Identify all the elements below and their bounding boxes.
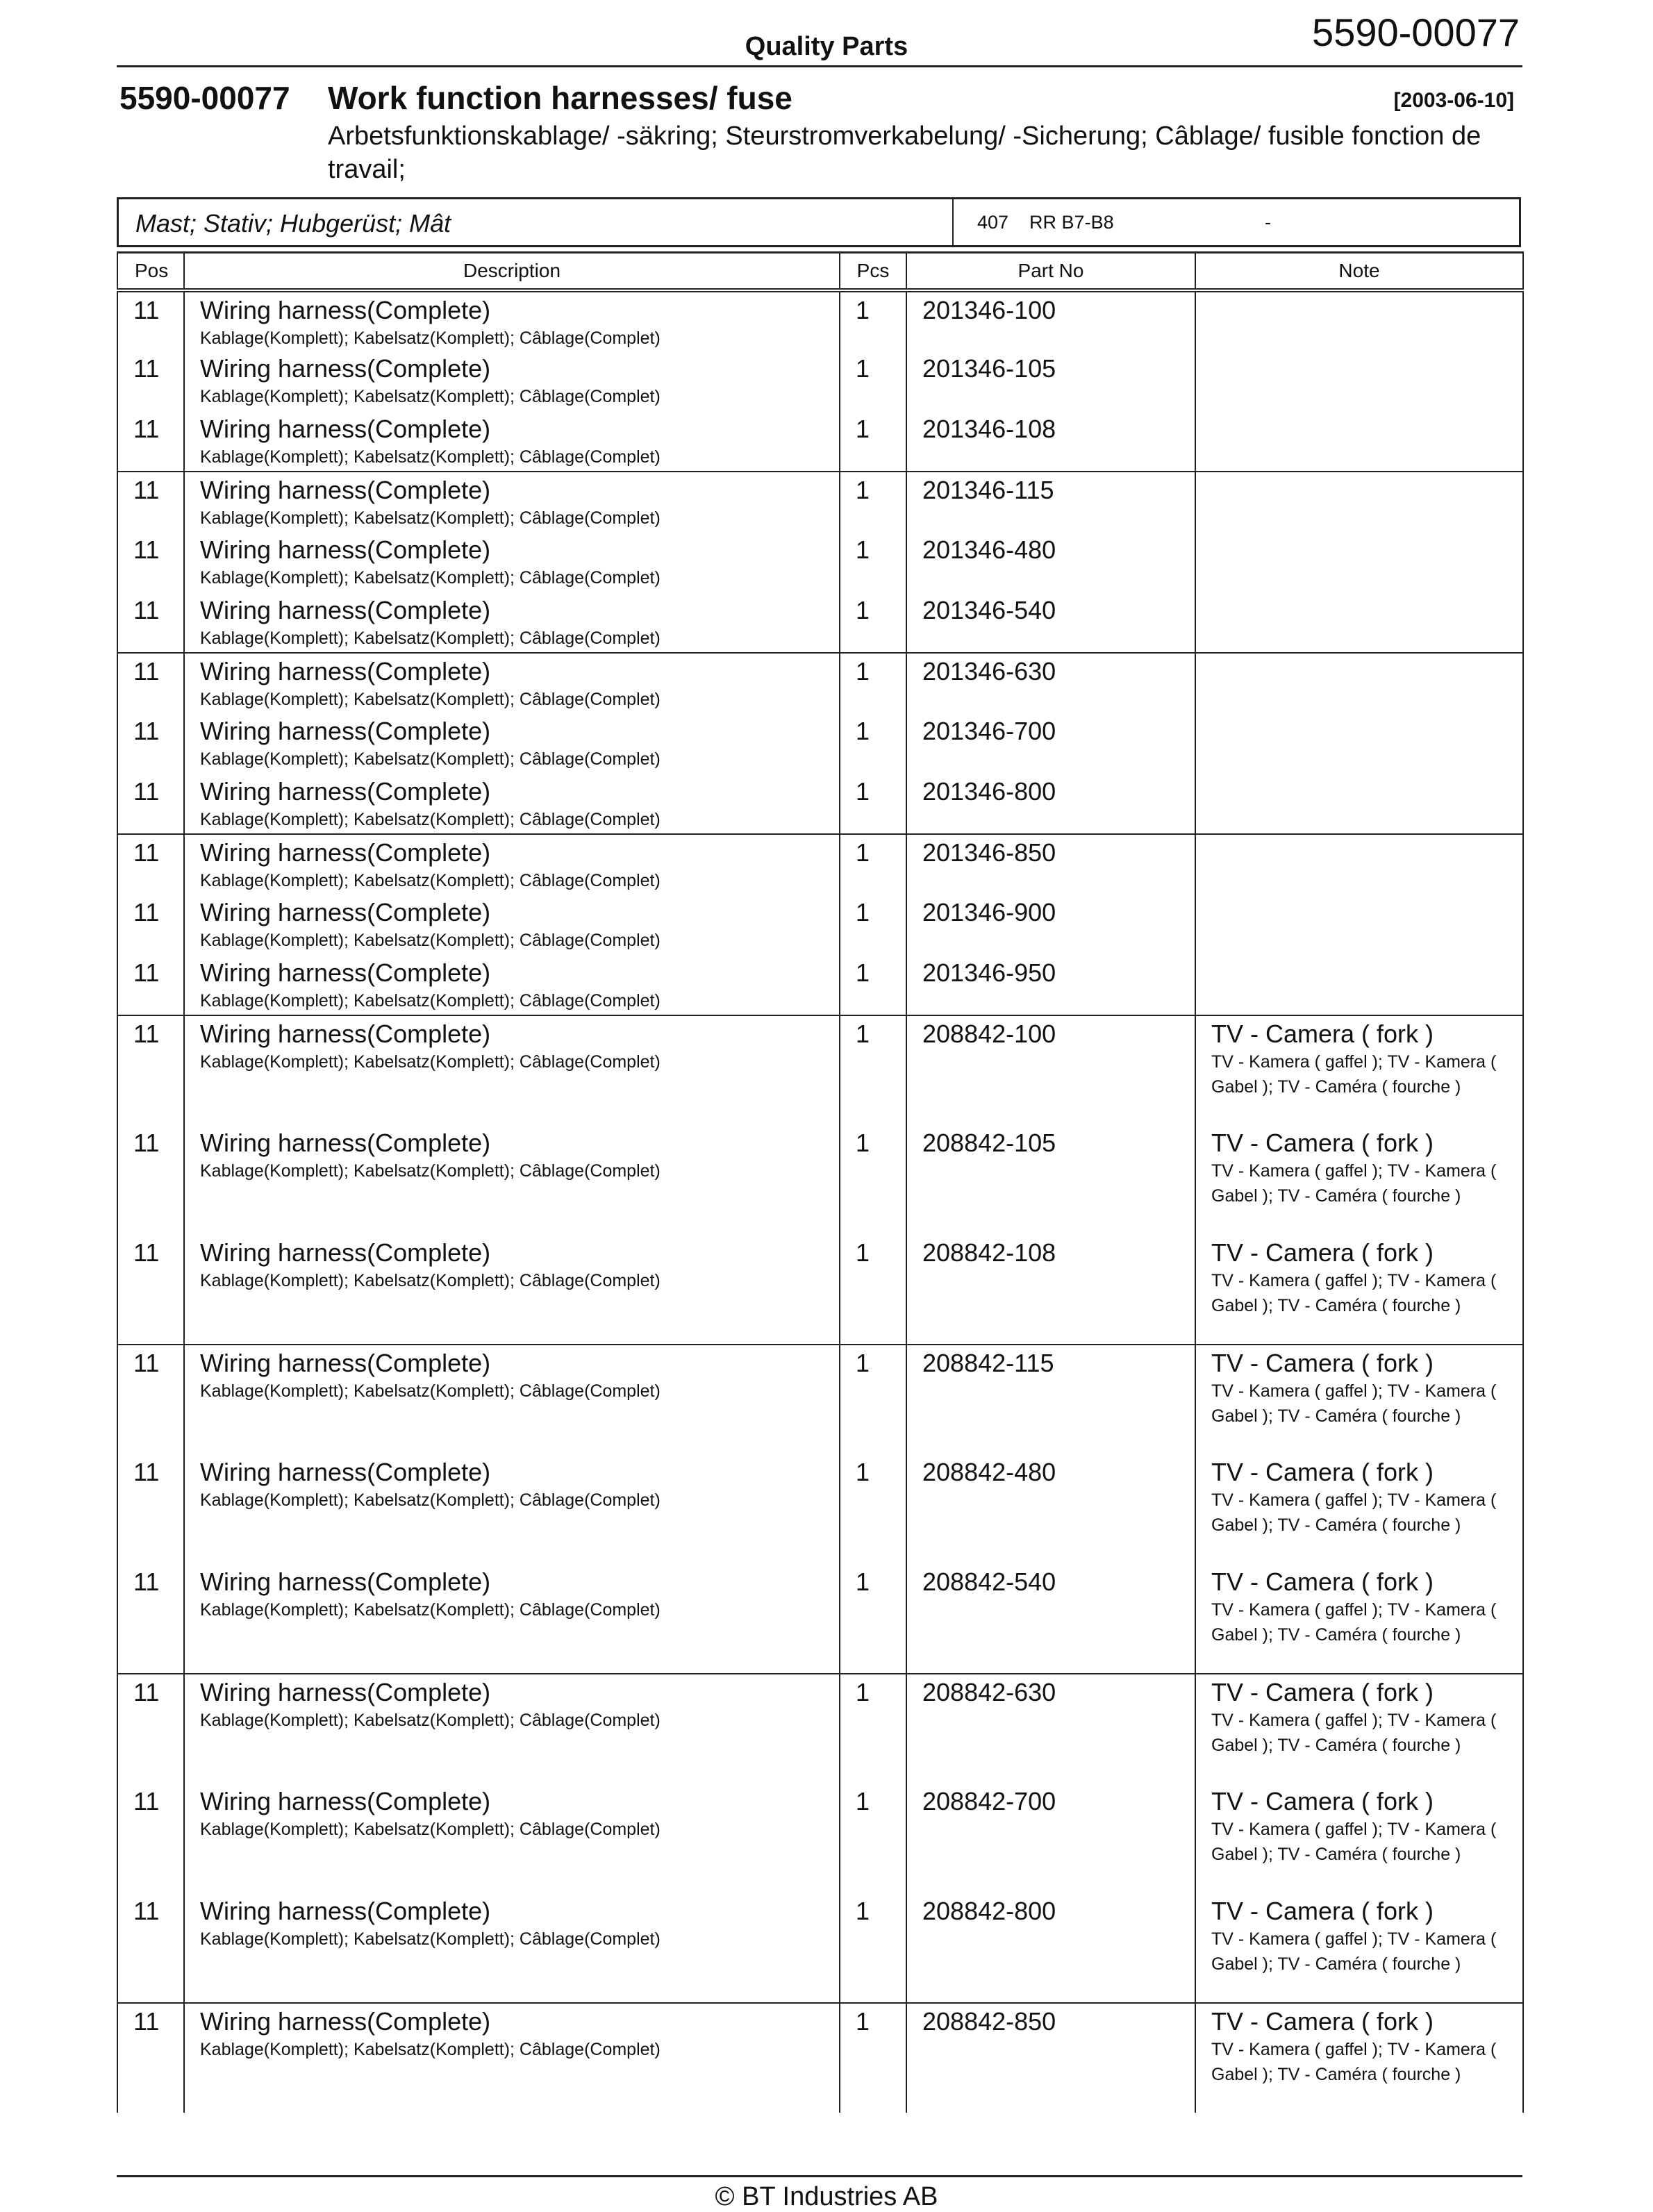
header-title: Quality Parts [745, 32, 908, 61]
row-pos-value: 11 [133, 2007, 160, 2036]
row-pcs [840, 411, 906, 472]
row-description-translation: Kablage(Komplett); Kabelsatz(Komplett); Câblage(Complet) [200, 931, 661, 950]
table-row [117, 1125, 1523, 1235]
row-description-main: Wiring harness(Complete) [200, 296, 491, 324]
row-note-translation: TV - Kamera ( gaffel ); TV - Kamera ( Gabel ); TV - Caméra ( fourche ) [1211, 1600, 1497, 1645]
row-pos-value: 11 [133, 717, 160, 745]
row-part-no [906, 895, 1195, 955]
row-pos-value: 11 [133, 1678, 160, 1706]
row-pos-value: 11 [133, 296, 160, 324]
row-pos [117, 1674, 184, 1783]
row-note [1195, 532, 1523, 592]
footer-copyright: © BT Industries AB [715, 2182, 938, 2211]
row-description [184, 774, 840, 834]
table-row [117, 895, 1523, 955]
row-pos-value: 11 [133, 838, 160, 867]
row-description-translation: Kablage(Komplett); Kabelsatz(Komplett); Câblage(Complet) [200, 329, 661, 348]
row-part-no-value: 201346-108 [922, 415, 1056, 443]
row-note-main: TV - Camera ( fork ) [1211, 1897, 1434, 1925]
section-title: Mast; Stativ; Hubgerüst; Mât [135, 209, 451, 238]
column-header-pcs: Pcs [840, 253, 906, 291]
row-pos-value: 11 [133, 415, 160, 443]
table-row [117, 1893, 1523, 2003]
row-description [184, 713, 840, 774]
row-pos-value: 11 [133, 1129, 160, 1157]
row-pcs [840, 1235, 906, 1345]
row-description-main: Wiring harness(Complete) [200, 657, 491, 685]
table-header-row [117, 253, 1523, 291]
row-pcs-value: 1 [856, 2007, 870, 2036]
row-description-translation: Kablage(Komplett); Kabelsatz(Komplett); Câblage(Complet) [200, 387, 661, 406]
row-note [1195, 1454, 1523, 1564]
row-part-no-value: 201346-115 [922, 476, 1054, 504]
row-pcs-value: 1 [856, 838, 870, 867]
parts-table-container [117, 251, 1522, 2136]
row-pos-value: 11 [133, 535, 160, 564]
row-part-no [906, 1454, 1195, 1564]
row-note-main: TV - Camera ( fork ) [1211, 1678, 1434, 1706]
row-pcs [840, 1125, 906, 1235]
column-header-note: Note [1195, 253, 1523, 291]
row-description [184, 955, 840, 1015]
row-description [184, 472, 840, 532]
row-note-translation: TV - Kamera ( gaffel ); TV - Kamera ( Gabel ); TV - Caméra ( fourche ) [1211, 1820, 1497, 1864]
row-note [1195, 290, 1523, 351]
row-part-no [906, 834, 1195, 895]
table-row [117, 2003, 1523, 2113]
row-pos-value: 11 [133, 1020, 160, 1048]
row-pos [117, 532, 184, 592]
row-pcs [840, 834, 906, 895]
row-note [1195, 1783, 1523, 1893]
table-row [117, 351, 1523, 411]
row-note [1195, 653, 1523, 713]
row-pos-value: 11 [133, 476, 160, 504]
row-description-main: Wiring harness(Complete) [200, 717, 491, 745]
row-description [184, 592, 840, 653]
row-note [1195, 351, 1523, 411]
row-pcs-value: 1 [856, 898, 870, 926]
row-part-no-value: 201346-850 [922, 838, 1056, 867]
table-body [117, 290, 1523, 2113]
row-pos-value: 11 [133, 1349, 160, 1377]
row-part-no-value: 201346-900 [922, 898, 1056, 926]
row-pcs [840, 1015, 906, 1125]
row-description-main: Wiring harness(Complete) [200, 1458, 491, 1486]
row-part-no [906, 351, 1195, 411]
row-description-translation: Kablage(Komplett); Kabelsatz(Komplett); Câblage(Complet) [200, 2040, 661, 2059]
row-description [184, 351, 840, 411]
row-note [1195, 1125, 1523, 1235]
row-description-main: Wiring harness(Complete) [200, 838, 491, 867]
row-pos [117, 472, 184, 532]
row-pos-value: 11 [133, 898, 160, 926]
row-pcs-value: 1 [856, 354, 870, 383]
row-pcs-value: 1 [856, 777, 870, 806]
document-number: 5590-00077 [119, 80, 290, 116]
row-note [1195, 1893, 1523, 2003]
row-description-translation: Kablage(Komplett); Kabelsatz(Komplett); Câblage(Complet) [200, 810, 661, 829]
row-pcs-value: 1 [856, 1129, 870, 1157]
row-pcs [840, 653, 906, 713]
row-part-no-value: 201346-105 [922, 354, 1056, 383]
row-description-translation: Kablage(Komplett); Kabelsatz(Komplett); Câblage(Complet) [200, 447, 661, 467]
row-note [1195, 1015, 1523, 1125]
row-description-main: Wiring harness(Complete) [200, 476, 491, 504]
row-pcs-value: 1 [856, 1020, 870, 1048]
row-note-translation: TV - Kamera ( gaffel ); TV - Kamera ( Gabel ); TV - Caméra ( fourche ) [1211, 1052, 1497, 1097]
row-note [1195, 834, 1523, 895]
section-box [117, 197, 1521, 247]
column-header-part-no: Part No [906, 253, 1195, 291]
row-note [1195, 1235, 1523, 1345]
row-description-translation: Kablage(Komplett); Kabelsatz(Komplett); Câblage(Complet) [200, 1929, 661, 1949]
row-note [1195, 2003, 1523, 2113]
row-pcs [840, 774, 906, 834]
section-model: 407 RR B7-B8 [977, 212, 1114, 233]
row-pos-value: 11 [133, 657, 160, 685]
row-pos [117, 411, 184, 472]
row-pcs [840, 955, 906, 1015]
row-pcs [840, 1564, 906, 1674]
row-note-main: TV - Camera ( fork ) [1211, 2007, 1434, 2036]
row-pos-value: 11 [133, 1787, 160, 1815]
document-subtitle: Arbetsfunktionskablage/ -säkring; Steurstromverkabelung/ -Sicherung; Câblage/ fusible fonction de travail; [328, 122, 1481, 184]
row-description-main: Wiring harness(Complete) [200, 1678, 491, 1706]
row-note-main: TV - Camera ( fork ) [1211, 1458, 1434, 1486]
row-note [1195, 955, 1523, 1015]
row-pcs-value: 1 [856, 596, 870, 624]
row-pcs-value: 1 [856, 296, 870, 324]
row-description-main: Wiring harness(Complete) [200, 1020, 491, 1048]
row-description [184, 1674, 840, 1783]
row-description [184, 1564, 840, 1674]
row-part-no-value: 208842-630 [922, 1678, 1056, 1706]
row-description [184, 411, 840, 472]
row-description-main: Wiring harness(Complete) [200, 1567, 491, 1596]
row-description-main: Wiring harness(Complete) [200, 1787, 491, 1815]
column-header-pos: Pos [117, 253, 184, 291]
row-description-translation: Kablage(Komplett); Kabelsatz(Komplett); Câblage(Complet) [200, 991, 661, 1011]
row-pos [117, 653, 184, 713]
row-part-no [906, 653, 1195, 713]
table-row [117, 713, 1523, 774]
row-pos-value: 11 [133, 1567, 160, 1596]
row-note-translation: TV - Kamera ( gaffel ); TV - Kamera ( Gabel ); TV - Caméra ( fourche ) [1211, 2040, 1497, 2084]
document-title: Work function harnesses/ fuse [328, 80, 792, 116]
table-row [117, 1015, 1523, 1125]
row-pcs [840, 290, 906, 351]
row-pos-value: 11 [133, 354, 160, 383]
row-pos-value: 11 [133, 1458, 160, 1486]
row-note [1195, 713, 1523, 774]
row-part-no-value: 208842-105 [922, 1129, 1056, 1157]
parts-table [117, 251, 1524, 2113]
row-pcs-value: 1 [856, 1787, 870, 1815]
row-pos [117, 1893, 184, 2003]
row-part-no [906, 1125, 1195, 1235]
row-pos-value: 11 [133, 958, 160, 987]
section-dash: - [1265, 212, 1271, 233]
row-description [184, 1125, 840, 1235]
row-pcs [840, 1783, 906, 1893]
row-part-no-value: 201346-700 [922, 717, 1056, 745]
row-note-translation: TV - Kamera ( gaffel ); TV - Kamera ( Gabel ); TV - Caméra ( fourche ) [1211, 1490, 1497, 1535]
row-pos-value: 11 [133, 777, 160, 806]
row-part-no [906, 1345, 1195, 1454]
table-row [117, 592, 1523, 653]
row-description-translation: Kablage(Komplett); Kabelsatz(Komplett); Câblage(Complet) [200, 1711, 661, 1730]
row-note-translation: TV - Kamera ( gaffel ); TV - Kamera ( Gabel ); TV - Caméra ( fourche ) [1211, 1271, 1497, 1315]
row-description [184, 1345, 840, 1454]
row-note-main: TV - Camera ( fork ) [1211, 1349, 1434, 1377]
row-part-no [906, 1674, 1195, 1783]
row-pos-value: 11 [133, 596, 160, 624]
row-note-main: TV - Camera ( fork ) [1211, 1129, 1434, 1157]
row-note [1195, 1345, 1523, 1454]
row-pcs-value: 1 [856, 415, 870, 443]
row-description [184, 1454, 840, 1564]
row-pos [117, 1235, 184, 1345]
table-row [117, 1345, 1523, 1454]
row-description-main: Wiring harness(Complete) [200, 1238, 491, 1267]
row-pcs [840, 713, 906, 774]
table-row [117, 290, 1523, 351]
row-part-no-value: 201346-540 [922, 596, 1056, 624]
row-pcs [840, 472, 906, 532]
row-description-translation: Kablage(Komplett); Kabelsatz(Komplett); Câblage(Complet) [200, 1490, 661, 1510]
row-description [184, 1783, 840, 1893]
row-part-no [906, 290, 1195, 351]
section-divider [952, 199, 954, 245]
row-description-translation: Kablage(Komplett); Kabelsatz(Komplett); Câblage(Complet) [200, 1820, 661, 1839]
row-pos [117, 1564, 184, 1674]
row-part-no [906, 1783, 1195, 1893]
table-row [117, 1674, 1523, 1783]
header-divider [117, 65, 1522, 67]
row-description-translation: Kablage(Komplett); Kabelsatz(Komplett); Câblage(Complet) [200, 568, 661, 588]
row-pos [117, 592, 184, 653]
row-part-no-value: 201346-480 [922, 535, 1056, 564]
table-row [117, 532, 1523, 592]
row-part-no [906, 955, 1195, 1015]
row-part-no-value: 208842-700 [922, 1787, 1056, 1815]
row-description [184, 895, 840, 955]
row-pos [117, 895, 184, 955]
row-part-no [906, 411, 1195, 472]
row-pcs-value: 1 [856, 1678, 870, 1706]
row-description [184, 1235, 840, 1345]
row-part-no [906, 1893, 1195, 2003]
table-row [117, 1783, 1523, 1893]
table-row [117, 834, 1523, 895]
row-description-translation: Kablage(Komplett); Kabelsatz(Komplett); Câblage(Complet) [200, 1600, 661, 1620]
row-pcs [840, 1345, 906, 1454]
row-description-main: Wiring harness(Complete) [200, 958, 491, 987]
row-pcs [840, 1674, 906, 1783]
footer-divider [117, 2175, 1522, 2177]
row-pcs-value: 1 [856, 657, 870, 685]
row-description-translation: Kablage(Komplett); Kabelsatz(Komplett); Câblage(Complet) [200, 690, 661, 709]
row-description-translation: Kablage(Komplett); Kabelsatz(Komplett); Câblage(Complet) [200, 629, 661, 648]
table-row [117, 1564, 1523, 1674]
row-pos [117, 351, 184, 411]
row-description-main: Wiring harness(Complete) [200, 415, 491, 443]
table-row [117, 1454, 1523, 1564]
row-pcs [840, 351, 906, 411]
row-note-main: TV - Camera ( fork ) [1211, 1238, 1434, 1267]
row-pos-value: 11 [133, 1238, 160, 1267]
row-description-main: Wiring harness(Complete) [200, 535, 491, 564]
row-description-main: Wiring harness(Complete) [200, 898, 491, 926]
row-note-translation: TV - Kamera ( gaffel ); TV - Kamera ( Gabel ); TV - Caméra ( fourche ) [1211, 1381, 1497, 1426]
row-pcs [840, 1454, 906, 1564]
row-pcs-value: 1 [856, 1238, 870, 1267]
row-part-no [906, 472, 1195, 532]
row-pos [117, 1345, 184, 1454]
row-pcs-value: 1 [856, 476, 870, 504]
row-pos [117, 1454, 184, 1564]
row-pos [117, 774, 184, 834]
row-description [184, 653, 840, 713]
row-description [184, 1015, 840, 1125]
row-note-translation: TV - Kamera ( gaffel ); TV - Kamera ( Gabel ); TV - Caméra ( fourche ) [1211, 1161, 1497, 1206]
row-part-no-value: 208842-480 [922, 1458, 1056, 1486]
row-part-no-value: 201346-950 [922, 958, 1056, 987]
row-pcs-value: 1 [856, 1349, 870, 1377]
row-part-no-value: 201346-800 [922, 777, 1056, 806]
row-pcs-value: 1 [856, 1567, 870, 1596]
row-note [1195, 411, 1523, 472]
row-description-translation: Kablage(Komplett); Kabelsatz(Komplett); Câblage(Complet) [200, 1381, 661, 1401]
header-doc-number: 5590-00077 [1312, 10, 1520, 54]
row-pos [117, 2003, 184, 2113]
row-pos [117, 713, 184, 774]
row-description-main: Wiring harness(Complete) [200, 1129, 491, 1157]
row-note [1195, 472, 1523, 532]
row-pos [117, 834, 184, 895]
row-description-translation: Kablage(Komplett); Kabelsatz(Komplett); Câblage(Complet) [200, 508, 661, 528]
row-description-main: Wiring harness(Complete) [200, 1897, 491, 1925]
row-description [184, 290, 840, 351]
row-pcs-value: 1 [856, 717, 870, 745]
row-pcs-value: 1 [856, 535, 870, 564]
row-pcs-value: 1 [856, 1458, 870, 1486]
row-pos-value: 11 [133, 1897, 160, 1925]
row-pcs-value: 1 [856, 1897, 870, 1925]
row-description [184, 1893, 840, 2003]
row-part-no [906, 713, 1195, 774]
row-pcs [840, 592, 906, 653]
row-description-translation: Kablage(Komplett); Kabelsatz(Komplett); Câblage(Complet) [200, 871, 661, 890]
row-part-no-value: 208842-100 [922, 1020, 1056, 1048]
row-part-no [906, 1564, 1195, 1674]
row-description-main: Wiring harness(Complete) [200, 2007, 491, 2036]
row-pcs [840, 2003, 906, 2113]
document-date: [2003-06-10] [1393, 89, 1514, 112]
row-note-main: TV - Camera ( fork ) [1211, 1567, 1434, 1596]
table-row [117, 653, 1523, 713]
row-description-translation: Kablage(Komplett); Kabelsatz(Komplett); Câblage(Complet) [200, 1271, 661, 1290]
row-pos [117, 1783, 184, 1893]
row-note [1195, 1674, 1523, 1783]
table-row [117, 774, 1523, 834]
row-pcs [840, 1893, 906, 2003]
row-note-main: TV - Camera ( fork ) [1211, 1787, 1434, 1815]
table-row [117, 472, 1523, 532]
row-part-no [906, 592, 1195, 653]
row-part-no-value: 208842-108 [922, 1238, 1056, 1267]
row-part-no-value: 208842-850 [922, 2007, 1056, 2036]
column-header-description: Description [184, 253, 840, 291]
row-description-main: Wiring harness(Complete) [200, 777, 491, 806]
row-part-no-value: 208842-540 [922, 1567, 1056, 1596]
row-note [1195, 592, 1523, 653]
table-row [117, 411, 1523, 472]
row-description [184, 532, 840, 592]
row-pos [117, 955, 184, 1015]
table-row [117, 955, 1523, 1015]
row-pos [117, 290, 184, 351]
row-pcs [840, 532, 906, 592]
row-pos [117, 1125, 184, 1235]
row-note [1195, 895, 1523, 955]
table-row [117, 1235, 1523, 1345]
row-description [184, 834, 840, 895]
row-note-translation: TV - Kamera ( gaffel ); TV - Kamera ( Gabel ); TV - Caméra ( fourche ) [1211, 1929, 1497, 1974]
row-note-main: TV - Camera ( fork ) [1211, 1020, 1434, 1048]
row-part-no-value: 201346-100 [922, 296, 1056, 324]
row-pcs [840, 895, 906, 955]
row-part-no [906, 2003, 1195, 2113]
row-pcs-value: 1 [856, 958, 870, 987]
row-part-no [906, 1015, 1195, 1125]
row-description [184, 2003, 840, 2113]
row-description-main: Wiring harness(Complete) [200, 596, 491, 624]
row-description-translation: Kablage(Komplett); Kabelsatz(Komplett); Câblage(Complet) [200, 1052, 661, 1072]
row-part-no-value: 208842-115 [922, 1349, 1054, 1377]
row-description-translation: Kablage(Komplett); Kabelsatz(Komplett); Câblage(Complet) [200, 749, 661, 769]
row-part-no [906, 774, 1195, 834]
row-note [1195, 1564, 1523, 1674]
row-description-translation: Kablage(Komplett); Kabelsatz(Komplett); Câblage(Complet) [200, 1161, 661, 1181]
row-note [1195, 774, 1523, 834]
row-part-no [906, 532, 1195, 592]
row-description-main: Wiring harness(Complete) [200, 1349, 491, 1377]
row-part-no-value: 201346-630 [922, 657, 1056, 685]
row-part-no-value: 208842-800 [922, 1897, 1056, 1925]
row-note-translation: TV - Kamera ( gaffel ); TV - Kamera ( Gabel ); TV - Caméra ( fourche ) [1211, 1711, 1497, 1755]
row-pos [117, 1015, 184, 1125]
row-part-no [906, 1235, 1195, 1345]
row-description-main: Wiring harness(Complete) [200, 354, 491, 383]
